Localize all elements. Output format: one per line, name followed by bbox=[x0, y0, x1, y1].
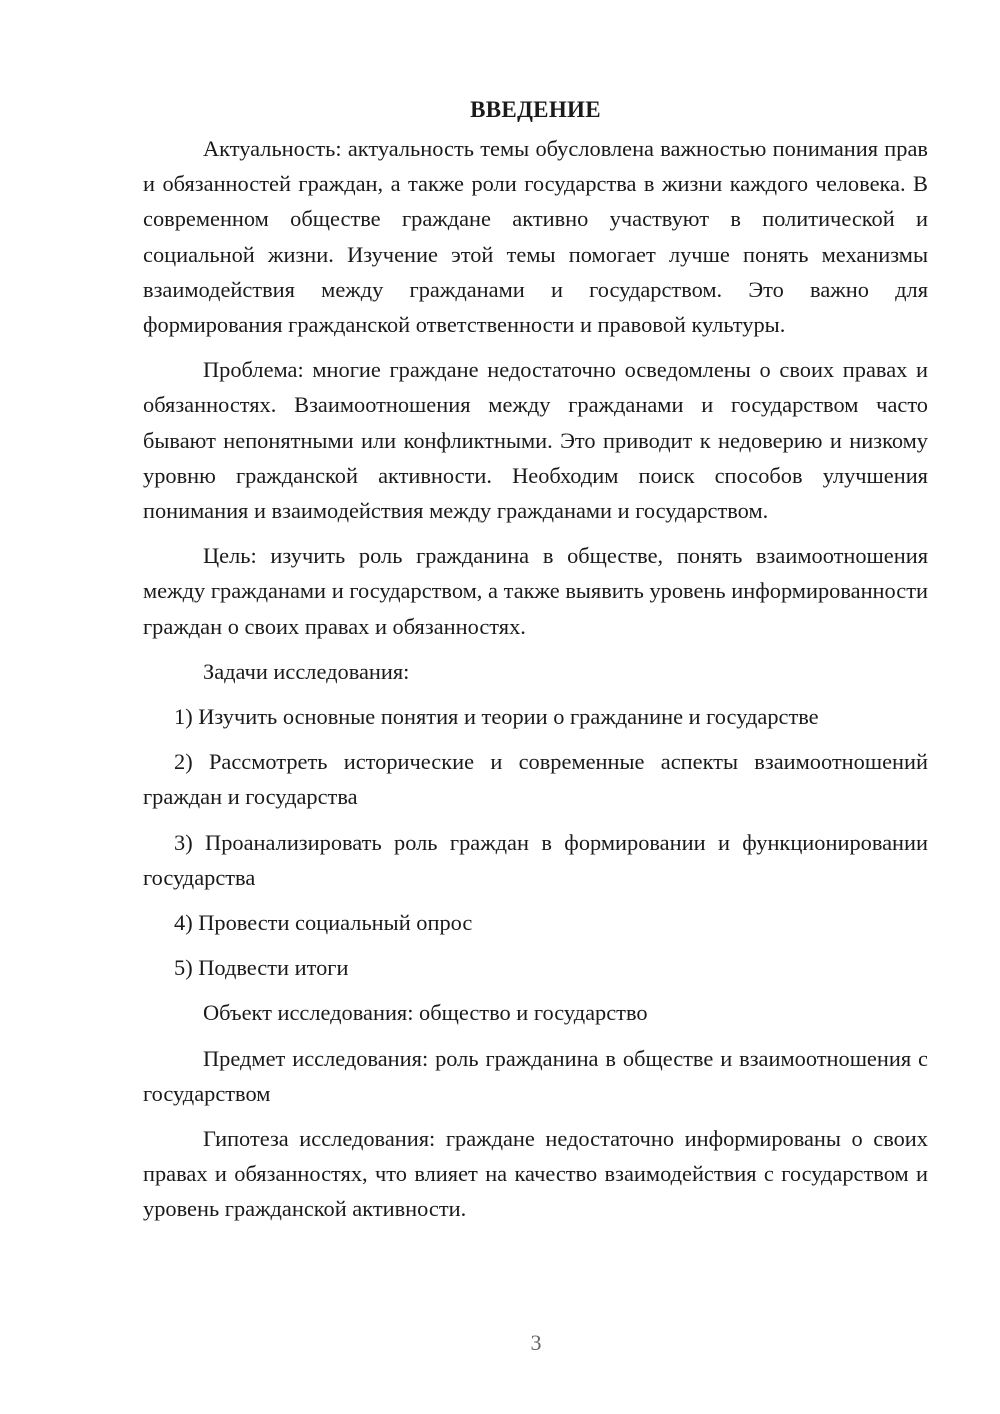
research-subject: Предмет исследования: роль гражданина в обществе и взаимоотношения с государством bbox=[143, 1045, 928, 1106]
task-item-2: 2) Рассмотреть исторические и современные аспекты взаимоотношений граждан и государства bbox=[143, 749, 928, 810]
task-item-1: 1) Изучить основные понятия и теории о гражданине и государстве bbox=[174, 704, 819, 730]
tasks-heading: Задачи исследования: bbox=[203, 658, 410, 684]
problem-paragraph: Проблема: многие граждане недостаточно осведомлены о своих правах и обязанностях. Взаимоотношения между гражданами и государством часто бывают непонятными или конфликтными. Это приводит к недоверию и низкому уровню гражданской активности. Необходим поиск способов улучшения понимания и взаимодействия между гражданами и государством. bbox=[143, 357, 928, 524]
task-item-3: 3) Проанализировать роль граждан в формировании и функционировании государства bbox=[143, 829, 928, 890]
hypothesis-paragraph: Гипотеза исследования: граждане недостаточно информированы о своих правах и обязанностях, что влияет на качество взаимодействия с государством и уровень гражданской активности. bbox=[143, 1126, 928, 1222]
task-item-4: 4) Провести социальный опрос bbox=[174, 910, 473, 936]
goal-paragraph: Цель: изучить роль гражданина в обществе, понять взаимоотношения между гражданами и государством, а также выявить уровень информированности граждан о своих правах и обязанностях. bbox=[143, 543, 928, 639]
task-item-5: 5) Подвести итоги bbox=[174, 955, 349, 981]
page-number: 3 bbox=[530, 1330, 542, 1355]
research-object: Объект исследования: общество и государство bbox=[203, 1000, 648, 1026]
document-page bbox=[143, 92, 928, 1227]
page-title: ВВЕДЕНИЕ bbox=[470, 97, 601, 122]
relevance-paragraph: Актуальность: актуальность темы обусловлена важностью понимания прав и обязанностей граждан, а также роли государства в жизни каждого человека. В современном обществе граждане активно участвуют в политической и социальной жизни. Изучение этой темы помогает лучше понять механизмы взаимодействия между гражданами и государством. Это важно для формирования гражданской ответственности и правовой культуры. bbox=[143, 136, 928, 338]
